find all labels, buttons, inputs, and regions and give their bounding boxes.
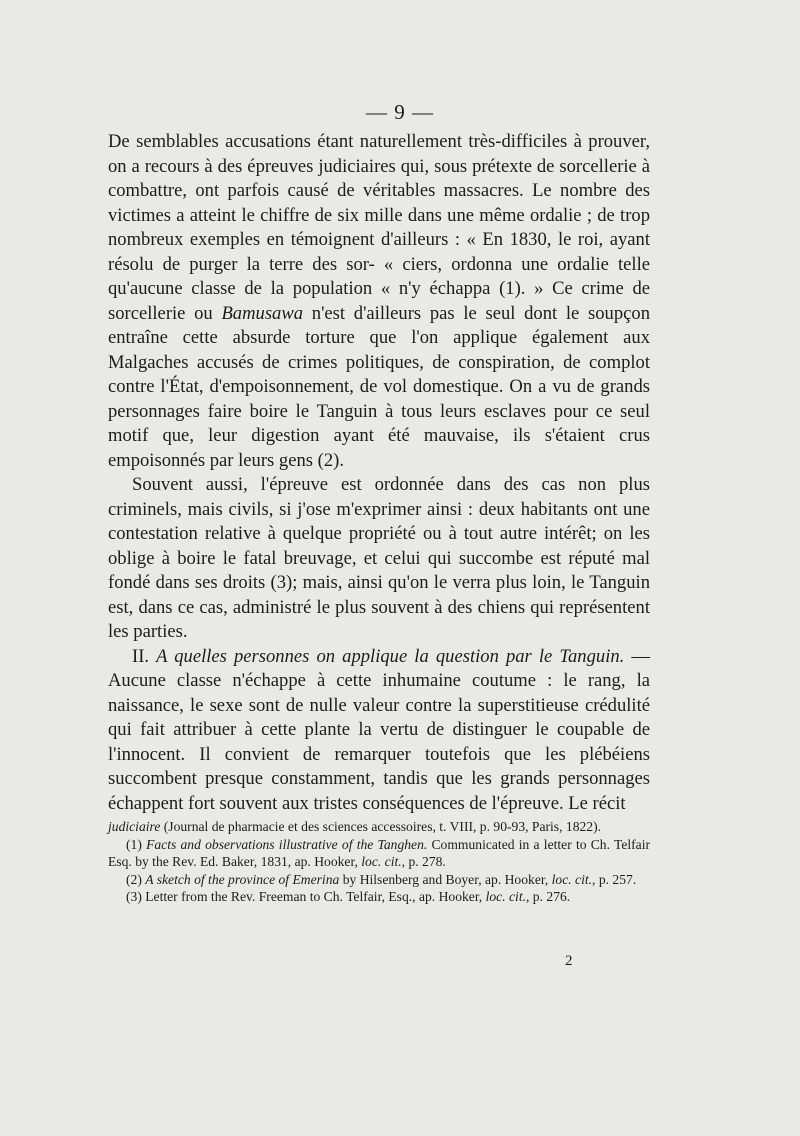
footnote-2-end: , p. 257. (592, 871, 637, 887)
footnote-1-end: , p. 278. (401, 854, 446, 870)
footnote-continuation-text: (Journal de pharmacie et des sciences accessoires, t. VIII, p. 90-93, Paris, 1822). (160, 819, 602, 834)
main-text (108, 130, 650, 816)
paragraph-3 (108, 645, 650, 817)
footnote-3-text: Letter from the Rev. Freeman to Ch. Telfair, Esq., ap. Hooker, (145, 889, 486, 905)
footnote-continuation (108, 818, 650, 836)
footnote-1-loc: loc. cit. (361, 854, 402, 870)
footnote-1-mark: (1) (126, 836, 147, 852)
footnote-2-title: A sketch of the province of Emerina (145, 871, 340, 887)
footnote-3-end: , p. 276. (526, 889, 571, 905)
paragraph-1-part-a: De semblables accusations étant naturellement très-difficiles à prouver, on a recours à des épreuves judiciaires qui, sous prétexte de sorcellerie à combattre, ont parfois causé de véritables massacres. Le nombre des victimes a atteint le chiffre de six mille dans une même ordalie ; de trop nombreux exemples en témoignent d'ailleurs : « En 1830, le roi, ayant résolu de purger la terre des sor- « ciers, ordonna une ordalie telle qu'aucune classe de la population « n'y échappa (1). » Ce crime de sorcellerie ou (108, 131, 650, 324)
page-number: — 9 — (366, 100, 434, 124)
footnote-2-text: by Hilsenberg and Boyer, ap. Hooker, (339, 871, 552, 887)
footnote-1-title: Facts and observations illustrative of the Tanghen. (146, 836, 428, 852)
section-number: II. (132, 645, 157, 667)
footnote-continuation-em: judiciaire (108, 819, 161, 834)
footnote-3 (108, 888, 650, 906)
section-heading: A quelles personnes on applique la question par le Tanguin. (156, 645, 625, 667)
footnote-2-mark: (2) (126, 871, 146, 887)
footnote-2 (108, 871, 650, 889)
footnote-1-text: Communicated in a letter to Ch. Telfair Esq. by the Rev. Ed. Baker, 1831, ap. Hooker, (108, 836, 650, 870)
footnote-1 (108, 836, 650, 871)
footnote-2-loc: loc. cit. (551, 871, 593, 887)
paragraph-1 (108, 130, 650, 473)
footnote-3-mark: (3) (126, 889, 146, 905)
bamusawa-term: Bamusawa (221, 302, 304, 324)
paragraph-1-part-b: n'est d'ailleurs pas le seul dont le soupçon entraîne cette absurde torture que l'on applique également aux Malgaches accusés de crimes politiques, de conspiration, de complot contre l'État, d'empoisonnement, de vol domestique. On a vu de grands personnages faire boire le Tanguin à tous leurs esclaves pour ce seul motif que, leur digestion ayant été mauvaise, ils s'étaient crus empoisonnés par leurs gens (2). (108, 302, 650, 471)
signature-mark: 2 (565, 953, 573, 969)
footnotes (108, 818, 650, 906)
paragraph-3-text: — Aucune classe n'échappe à cette inhumaine coutume : le rang, la naissance, le sexe sont de nulle valeur contre la superstitieuse crédulité qui fait attribuer à cette plante la vertu de distinguer le coupable de l'innocent. Il convient de remarquer toutefois que les plébéiens succombent presque constamment, tandis que les grands personnages échappent fort souvent aux tristes conséquences de l'épreuve. Le récit (108, 645, 650, 814)
paragraph-2: Souvent aussi, l'épreuve est ordonnée dans des cas non plus criminels, mais civils, si j'ose m'exprimer ainsi : deux habitants ont une contestation relative à quelque propriété ou à tout autre intérêt; on les oblige à boire le fatal breuvage, et celui qui succombe est réputé mal fondé dans ses droits (3); mais, ainsi qu'on le verra plus loin, le Tanguin est, dans ce cas, administré le plus souvent à des chiens qui représentent les parties. (108, 474, 650, 642)
footnote-3-loc: loc. cit. (485, 889, 526, 905)
